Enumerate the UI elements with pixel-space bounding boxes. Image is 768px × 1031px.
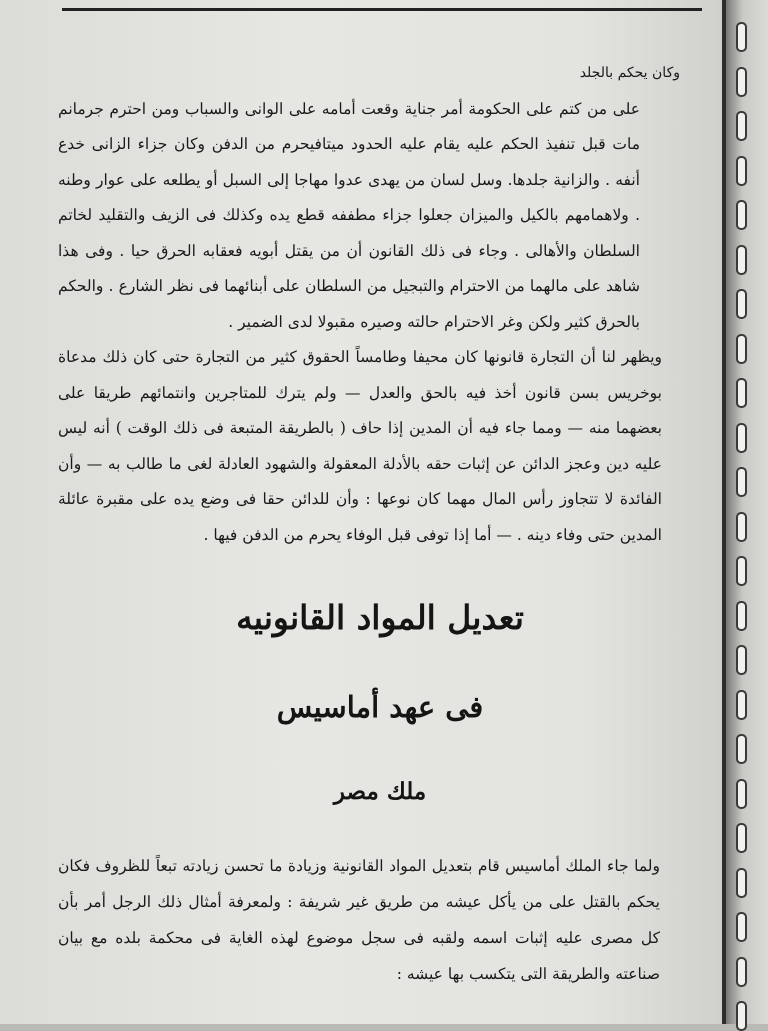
binding-ring [736,512,747,542]
section-heading: تعديل المواد القانونيه [236,598,524,637]
binding-ring [736,690,747,720]
binding-ring [736,601,747,631]
body-text-top [58,56,680,553]
paragraph-3: ولما جاء الملك أماسيس قام بتعديل المواد القانونية وزيادة ما تحسن زيادته تبعاً للظروف فكان يحكم بالقتل على من يأكل عيشه من طريق غير شريفة : ولمعرفة أمثال ذلك الرجل أمر بأن كل مصرى عليه إثبات اسمه ولقبه فى سجل موضوع لهذه الغاية فى محكمة بلده مع بيان صناعته والطريقة التى يتكسب بها عيشه : [58,857,660,983]
binding-ring [736,22,747,52]
binding-ring [736,1001,747,1031]
binding-ring [736,245,747,275]
binding-ring [736,423,747,453]
section-subheading: فى عهد أماسيس [276,690,484,724]
body-text-bottom [58,848,680,992]
binding-ring [736,779,747,809]
section-subheading-2: ملك مصر [333,778,427,805]
binding-ring [736,868,747,898]
paragraph-1: على من كتم على الحكومة أمر جناية وقعت أمامه على الوانى والسباب ومن احترم جرمانم مات قبل تنفيذ الحكم عليه يقام عليه الحدود ميتافيحرم من الدفن وكان جزاء الزانى خدع أنفه . والزانية جلدها. وسل لسان من يهدى عدوا مهاجا إلى السبل أو يطلعه على عوار وطنه . ولاهمامهم بالكيل والميزان جعلوا جزاء مطففه قطع يده وكذلك فى الزيف والتقليد لخاتم السلطان والأهالى . وجاء فى ذلك القانون أن من يقتل أبويه فعقابه الحرق حيا . وفى هذا شاهد على مالهما من الاحترام والتبجيل من السلطان على أبنائهما فى نظر الشارع . والحكم بالحرق كثير ولكن وغر الاحترام حالته وصيره مقبولا لدى الضمير . [58,99,640,331]
binding-ring [736,378,747,408]
binding-ring [736,111,747,141]
binding-ring [736,200,747,230]
first-line: وكان يحكم بالجلد [579,65,680,81]
binding-ring [736,734,747,764]
paragraph-2: ويظهر لنا أن التجارة قانونها كان محيفا وطامساً الحقوق كثير من التجارة حتى كان ذلك مدعاة بوخريس بسن قانون أخذ فيه بالحق والعدل — ولم يترك للمتاجرين وانتمائهم طريقا على بعضهما منه — ومما جاء فيه أن المدين إذا حاف ( بالطريقة المتبعة فى ذلك الوقت ) أنه ليس عليه دين وعجز الدائن عن إثبات حقه بالأدلة المعقولة والشهود العادلة لغى ما طالب به — وأن الفائدة لا تتجاوز رأس المال مهما كان نوعها : وأن للدائن حقا فى وضع يده على مقبرة عائلة المدين حتى وفاء دينه . — أما إذا توفى قبل الوفاء يحرم من الدفن فيها . [58,348,662,544]
binding-ring [736,467,747,497]
binding-ring [736,912,747,942]
binding-ring [736,957,747,987]
binding-ring [736,67,747,97]
binding-ring [736,823,747,853]
binding-ring [736,556,747,586]
binding-ring [736,645,747,675]
binding-ring [736,334,747,364]
binding-ring [736,289,747,319]
binding-edge [722,0,726,1024]
binding-ring [736,156,747,186]
top-rule [62,8,702,11]
